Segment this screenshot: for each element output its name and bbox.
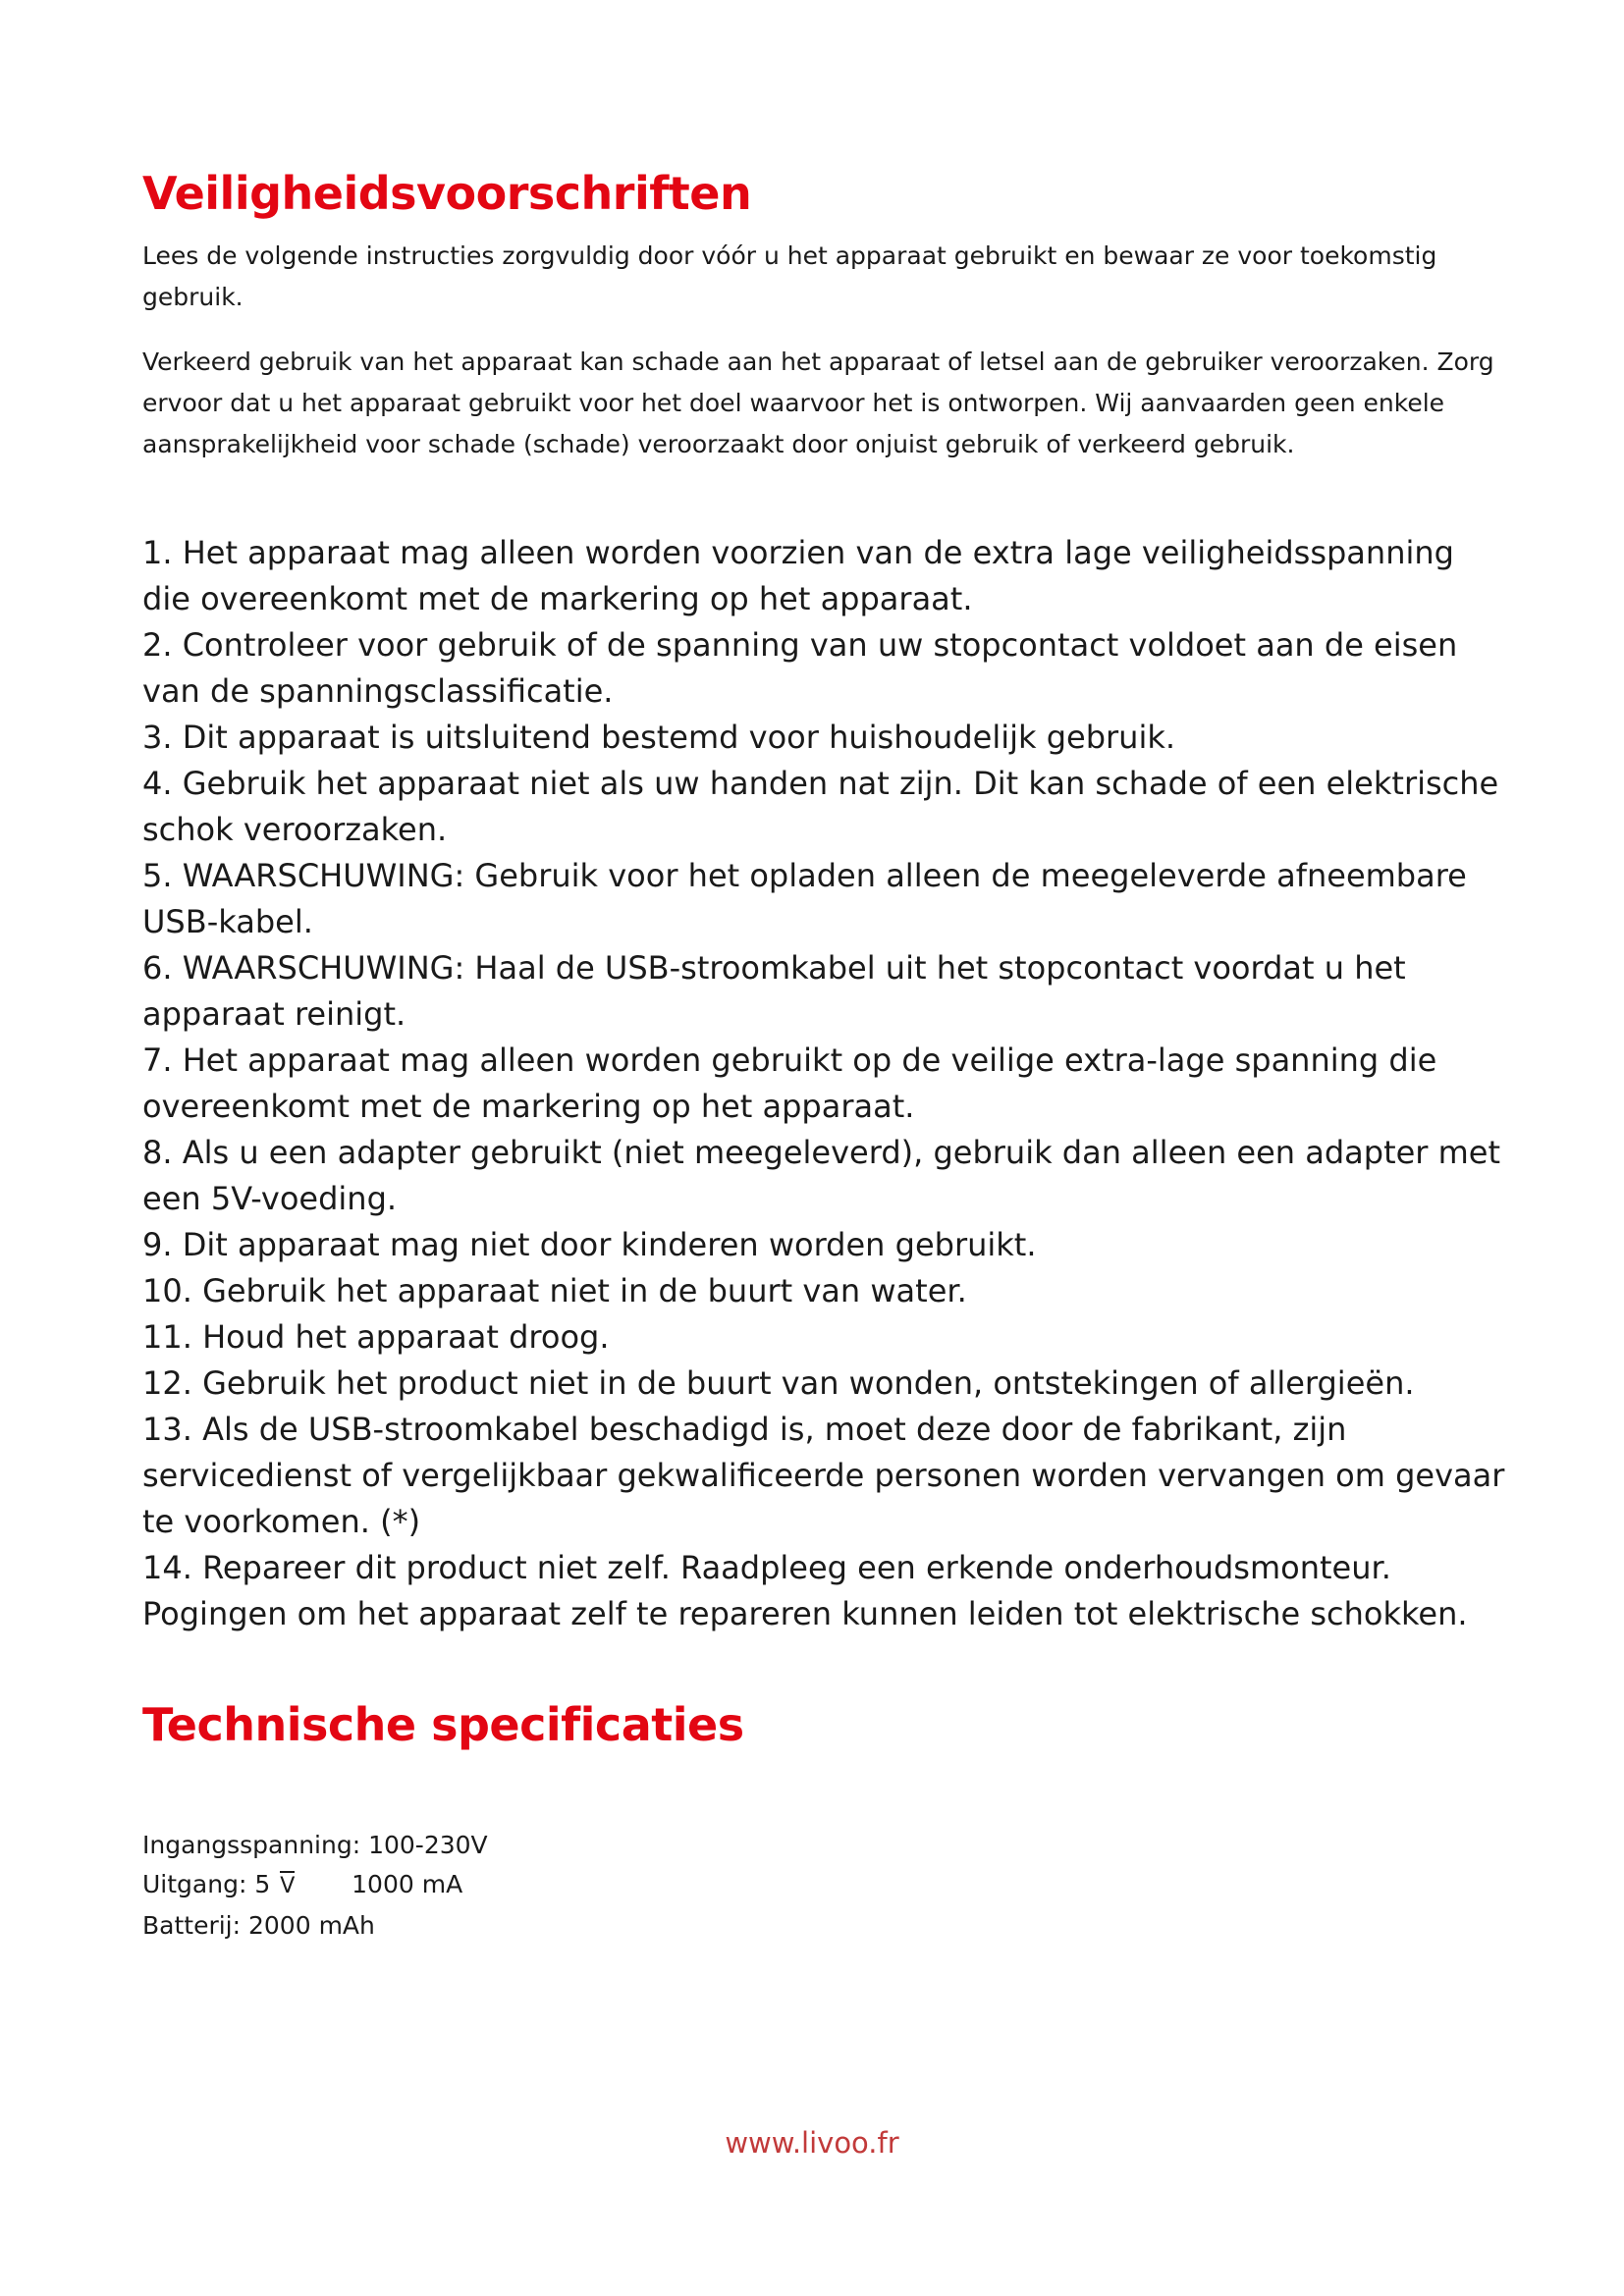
safety-rule: 13. Als de USB-stroomkabel beschadigd is, moet deze door de fabrikant, zijn servicedienst of vergelijkbaar gekwalificeerde personen worden vervangen om gevaar te voorkomen. (*) (142, 1411, 1505, 1540)
safety-rules-list (142, 530, 1507, 1637)
safety-rule: 3. Dit apparaat is uitsluitend bestemd voor huishoudelijk gebruik. (142, 719, 1176, 756)
spec-battery: Batterij: 2000 mAh (142, 1911, 375, 1940)
safety-title: Veiligheidsvoorschriften (142, 167, 752, 220)
spec-output-label: Uitgang: 5 (142, 1870, 271, 1898)
safety-intro-1: Lees de volgende instructies zorgvuldig door vóór u het apparaat gebruikt en bewaar ze voor toekomstig gebruik. (142, 241, 1437, 311)
safety-rule: 11. Houd het apparaat droog. (142, 1318, 610, 1356)
safety-rule: 12. Gebruik het product niet in de buurt van wonden, ontstekingen of allergieën. (142, 1364, 1415, 1402)
safety-rule: 14. Repareer dit product niet zelf. Raadpleeg een erkende onderhoudsmonteur. Pogingen om het apparaat zelf te repareren kunnen leiden tot elektrische schokken. (142, 1549, 1468, 1632)
spec-output-current: 1000 mA (352, 1870, 463, 1898)
safety-rule: 2. Controleer voor gebruik of de spanning van uw stopcontact voldoet aan de eisen van de spanningsclassificatie. (142, 626, 1458, 710)
safety-rule: 8. Als u een adapter gebruikt (niet meegeleverd), gebruik dan alleen een adapter met een 5V-voeding. (142, 1134, 1501, 1217)
safety-rule: 4. Gebruik het apparaat niet als uw handen nat zijn. Dit kan schade of een elektrische schok veroorzaken. (142, 765, 1499, 848)
footer-url[interactable]: www.livoo.fr (725, 2126, 899, 2160)
spec-input-voltage: Ingangsspanning: 100-230V (142, 1831, 488, 1859)
specs-title: Technische specificaties (142, 1698, 744, 1751)
safety-rule: 10. Gebruik het apparaat niet in de buurt van water. (142, 1272, 967, 1309)
safety-rule: 7. Het apparaat mag alleen worden gebruikt op de veilige extra-lage spanning die overeenkomt met de markering op het apparaat. (142, 1041, 1437, 1125)
safety-rule: 9. Dit apparaat mag niet door kinderen worden gebruikt. (142, 1226, 1037, 1263)
safety-intro-2: Verkeerd gebruik van het apparaat kan schade aan het apparaat of letsel aan de gebruiker veroorzaken. Zorg ervoor dat u het apparaat gebruikt voor het doel waarvoor het is ontworpen. Wij aanvaarden geen enkele aansprakelijkheid voor schade (schade) veroorzaakt door onjuist gebruik of verkeerd gebruik. (142, 347, 1494, 458)
dc-voltage-icon: V (280, 1867, 295, 1906)
spec-output (142, 1865, 488, 1906)
safety-rule: 1. Het apparaat mag alleen worden voorzien van de extra lage veiligheidsspanning die overeenkomt met de markering op het apparaat. (142, 534, 1454, 617)
safety-rule: 6. WAARSCHUWING: Haal de USB-stroomkabel uit het stopcontact voordat u het apparaat reinigt. (142, 949, 1406, 1033)
specs-block (142, 1826, 488, 1946)
safety-rule: 5. WAARSCHUWING: Gebruik voor het opladen alleen de meegeleverde afneembare USB-kabel. (142, 857, 1467, 940)
